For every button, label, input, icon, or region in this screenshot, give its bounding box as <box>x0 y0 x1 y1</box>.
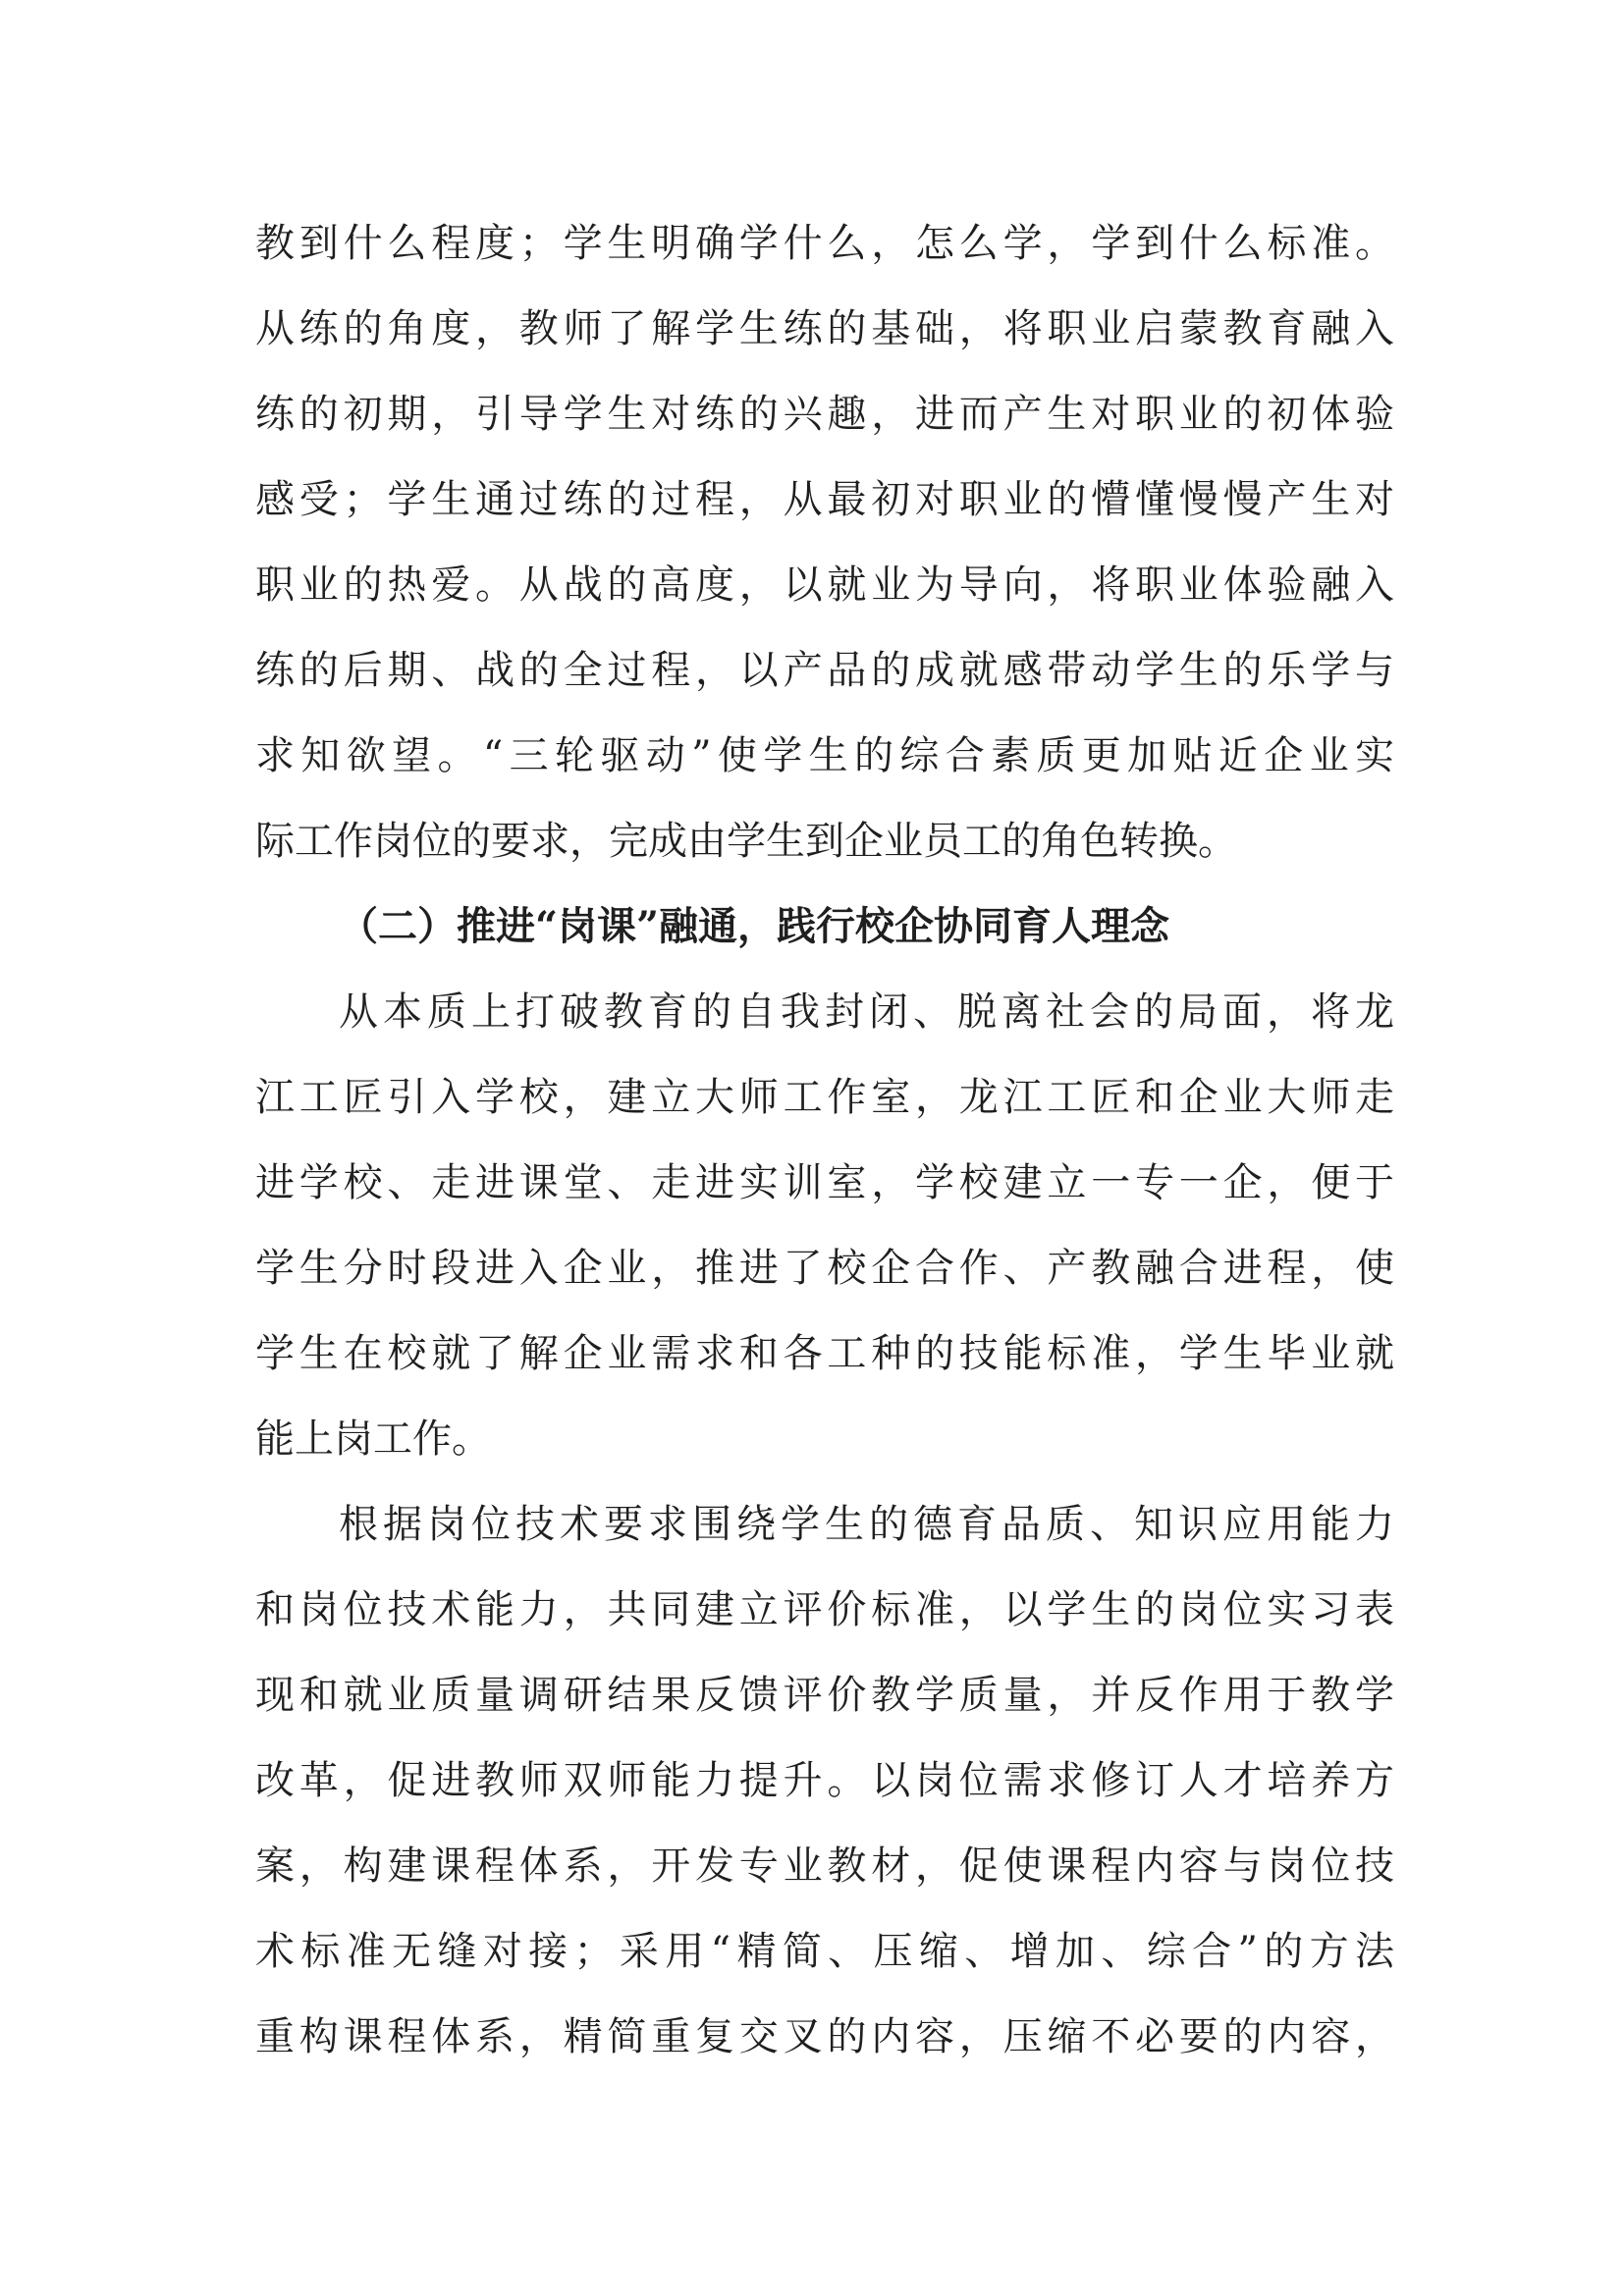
paragraph-2-line-3: 进学校、走进课堂、走进实训室，学校建立一专一企，便于 <box>255 1160 1394 1205</box>
paragraph-3-line-3: 现和就业质量调研结果反馈评价教学质量，并反作用于教学 <box>255 1673 1394 1718</box>
paragraph-3-line-7: 重构课程体系，精简重复交叉的内容，压缩不必要的内容， <box>255 2014 1394 2059</box>
paragraph-1-line-3: 练的初期，引导学生对练的兴趣，进而产生对职业的初体验 <box>255 392 1394 437</box>
paragraph-2-line-6: 能上岗工作。 <box>255 1416 491 1462</box>
paragraph-1-line-8: 际工作岗位的要求，完成由学生到企业员工的角色转换。 <box>255 819 1237 864</box>
paragraph-3-line-4: 改革，促进教师双师能力提升。以岗位需求修订人才培养方 <box>255 1758 1394 1803</box>
paragraph-2-line-5: 学生在校就了解企业需求和各工种的技能标准，学生毕业就 <box>255 1331 1394 1376</box>
paragraph-3-line-2: 和岗位技术能力，共同建立评价标准，以学生的岗位实习表 <box>255 1587 1394 1632</box>
paragraph-1-line-1: 教到什么程度；学生明确学什么，怎么学，学到什么标准。 <box>255 221 1394 266</box>
paragraph-3-line-1: 根据岗位技术要求围绕学生的德育品质、知识应用能力 <box>339 1502 1394 1547</box>
paragraph-2-line-2: 江工匠引入学校，建立大师工作室，龙江工匠和企业大师走 <box>255 1075 1394 1120</box>
paragraph-2-line-4: 学生分时段进入企业，推进了校企合作、产教融合进程，使 <box>255 1246 1394 1291</box>
paragraph-1-line-5: 职业的热爱。从战的高度，以就业为导向，将职业体验融入 <box>255 562 1394 608</box>
paragraph-1-line-7: 求知欲望。“三轮驱动”使学生的综合素质更加贴近企业实 <box>255 733 1394 778</box>
section-heading: （二）推进“岗课”融通，践行校企协同育人理念 <box>339 903 1170 949</box>
paragraph-3-line-5: 案，构建课程体系，开发专业教材，促使课程内容与岗位技 <box>255 1843 1394 1889</box>
paragraph-1-line-4: 感受；学生通过练的过程，从最初对职业的懵懂慢慢产生对 <box>255 477 1394 522</box>
paragraph-1-line-6: 练的后期、战的全过程，以产品的成就感带动学生的乐学与 <box>255 648 1394 693</box>
paragraph-3-line-6: 术标准无缝对接；采用“精简、压缩、增加、综合”的方法 <box>255 1929 1394 1974</box>
paragraph-2-line-1: 从本质上打破教育的自我封闭、脱离社会的局面，将龙 <box>339 989 1394 1035</box>
paragraph-1-line-2: 从练的角度，教师了解学生练的基础，将职业启蒙教育融入 <box>255 306 1394 351</box>
